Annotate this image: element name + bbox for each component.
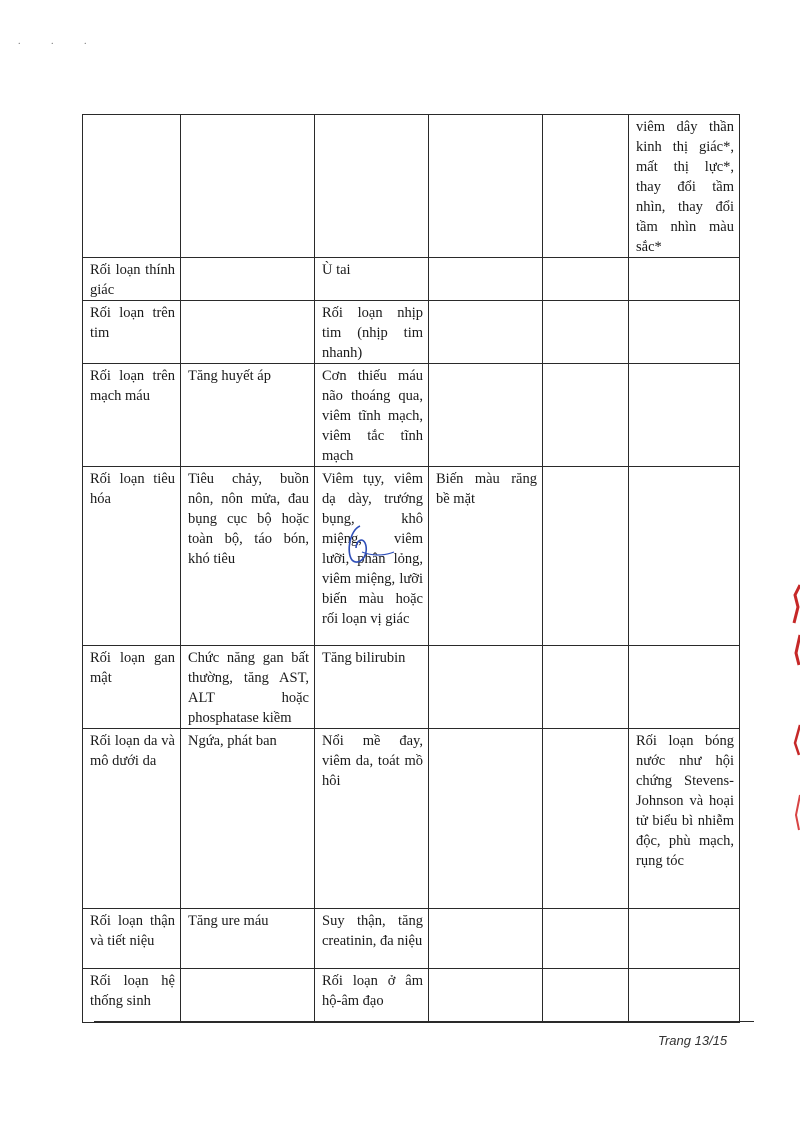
table-row	[83, 909, 740, 969]
frequency-cell	[629, 969, 740, 1023]
frequency-cell	[629, 301, 740, 364]
frequency-cell	[629, 364, 740, 467]
frequency-cell: viêm dây thần kinh thị giác*, mất thị lực*, thay đổi tầm nhìn, thay đổi tầm nhìn màu sắc*	[629, 115, 740, 258]
adverse-reactions-table	[82, 114, 740, 1023]
frequency-cell	[629, 909, 740, 969]
frequency-cell	[429, 646, 543, 729]
frequency-cell	[429, 258, 543, 301]
frequency-cell	[629, 258, 740, 301]
frequency-cell: Biến màu răng bề mặt	[429, 467, 543, 646]
organ-class-cell: Rối loạn tiêu hóa	[83, 467, 181, 646]
organ-class-cell: Rối loạn da và mô dưới da	[83, 729, 181, 909]
frequency-cell	[429, 969, 543, 1023]
frequency-cell: Suy thận, tăng creatinin, đa niệu	[315, 909, 429, 969]
frequency-cell: Tiêu chảy, buồn nôn, nôn mửa, đau bụng cục bộ hoặc toàn bộ, táo bón, khó tiêu	[181, 467, 315, 646]
frequency-cell	[543, 646, 629, 729]
frequency-cell: Nổi mề đay, viêm da, toát mồ hôi	[315, 729, 429, 909]
table-row	[83, 729, 740, 909]
table-row	[83, 258, 740, 301]
page-number: Trang 13/15	[658, 1033, 728, 1048]
frequency-cell	[543, 729, 629, 909]
frequency-cell	[543, 969, 629, 1023]
frequency-cell	[315, 115, 429, 258]
frequency-cell: Viêm tụy, viêm dạ dày, trướng bụng, khô miệng, viêm lưỡi, phân lỏng, viêm miệng, lưỡi biến màu hoặc rối loạn vị giác	[315, 467, 429, 646]
frequency-cell	[543, 258, 629, 301]
frequency-cell: Rối loạn bóng nước như hội chứng Stevens-Johnson và hoại tử biểu bì nhiễm độc, phù mạch, rụng tóc	[629, 729, 740, 909]
frequency-cell	[543, 115, 629, 258]
organ-class-cell: Rối loạn hệ thống sinh	[83, 969, 181, 1023]
frequency-cell	[181, 969, 315, 1023]
frequency-cell	[181, 258, 315, 301]
frequency-cell: Ngứa, phát ban	[181, 729, 315, 909]
frequency-cell	[543, 364, 629, 467]
frequency-cell: Tăng huyết áp	[181, 364, 315, 467]
frequency-cell	[429, 364, 543, 467]
organ-class-cell: Rối loạn thính giác	[83, 258, 181, 301]
frequency-cell: Rối loạn nhịp tim (nhịp tim nhanh)	[315, 301, 429, 364]
frequency-cell	[543, 301, 629, 364]
organ-class-cell: Rối loạn gan mật	[83, 646, 181, 729]
frequency-cell	[543, 467, 629, 646]
table-row	[83, 301, 740, 364]
frequency-cell: Tăng bilirubin	[315, 646, 429, 729]
frequency-cell	[629, 467, 740, 646]
table-row	[83, 646, 740, 729]
frequency-cell: Tăng ure máu	[181, 909, 315, 969]
frequency-cell	[181, 115, 315, 258]
organ-class-cell: Rối loạn trên mạch máu	[83, 364, 181, 467]
handwritten-annotation	[338, 522, 398, 568]
frequency-cell: Ù tai	[315, 258, 429, 301]
table-row	[83, 364, 740, 467]
table-row	[83, 115, 740, 258]
frequency-cell: Rối loạn ở âm hộ-âm đạo	[315, 969, 429, 1023]
frequency-cell	[429, 909, 543, 969]
organ-class-cell: Rối loạn trên tim	[83, 301, 181, 364]
table-row	[83, 467, 740, 646]
frequency-cell: Chức năng gan bất thường, tăng AST, ALT hoặc phosphatase kiềm	[181, 646, 315, 729]
frequency-cell	[543, 909, 629, 969]
frequency-cell	[429, 729, 543, 909]
scan-specks: . . .	[18, 36, 101, 47]
frequency-cell	[429, 301, 543, 364]
frequency-cell	[429, 115, 543, 258]
footer-divider	[94, 1021, 754, 1022]
frequency-cell	[181, 301, 315, 364]
table-row	[83, 969, 740, 1023]
red-stamp-fragment	[791, 575, 800, 835]
frequency-cell	[629, 646, 740, 729]
organ-class-cell: Rối loạn thận và tiết niệu	[83, 909, 181, 969]
frequency-cell: Cơn thiếu máu não thoáng qua, viêm tĩnh mạch, viêm tắc tĩnh mạch	[315, 364, 429, 467]
organ-class-cell	[83, 115, 181, 258]
